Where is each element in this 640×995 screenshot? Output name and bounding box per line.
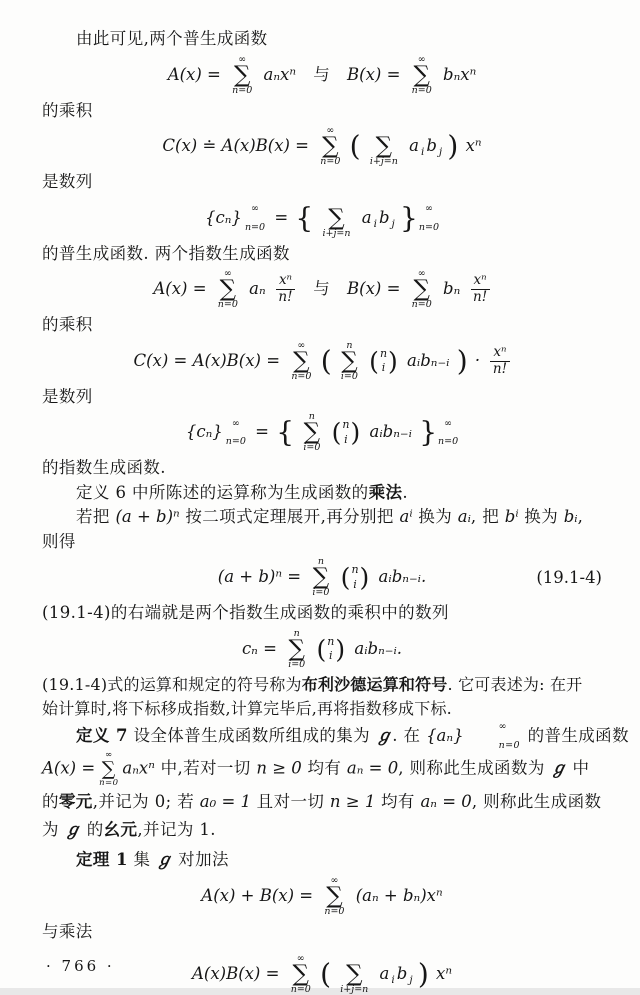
binom-right-paren: ) bbox=[335, 634, 346, 664]
center-dot: · bbox=[474, 350, 481, 370]
inner-summation bbox=[341, 341, 358, 382]
sup-sub-limits bbox=[226, 419, 246, 447]
binom-left-paren: ( bbox=[340, 563, 351, 592]
intro-text: 由此可见,两个普生成函数 bbox=[76, 29, 268, 48]
right-paren: ) bbox=[417, 957, 429, 991]
summation bbox=[412, 269, 432, 310]
math-cn-brace: {cₙ} bbox=[205, 207, 242, 227]
math-a0-eq-1: a₀ = 1 bbox=[199, 792, 252, 811]
sum-lower-limit: n=0 bbox=[217, 299, 238, 310]
page-number: · 766 · bbox=[46, 957, 115, 975]
sum-lower-limit: n=0 bbox=[290, 984, 311, 995]
binom-left-paren: ( bbox=[331, 418, 342, 447]
sub-i: i bbox=[420, 146, 425, 158]
sigma-symbol: ∑ bbox=[288, 635, 305, 662]
paragraph-ogf-two-egf bbox=[42, 242, 602, 267]
text-seg: 换为 bbox=[518, 507, 564, 526]
sum-upper-limit: n bbox=[346, 339, 353, 351]
inner-summation bbox=[370, 126, 398, 167]
script-set-symbol: ℊ bbox=[550, 758, 567, 778]
fraction-denominator: n! bbox=[492, 360, 508, 377]
text-seg: 且对一切 bbox=[251, 792, 330, 811]
binom-column bbox=[326, 635, 335, 664]
then-text: 则得 bbox=[42, 531, 76, 551]
zero-element-bold: 零元 bbox=[58, 792, 93, 811]
binom-top: n bbox=[351, 563, 359, 577]
left-brace: { bbox=[276, 415, 295, 449]
text-seg: , 把 bbox=[470, 507, 505, 526]
egf-end-text: 的指数生成函数. bbox=[42, 458, 166, 477]
binom-column bbox=[350, 563, 359, 592]
sum-upper-limit: ∞ bbox=[330, 874, 339, 886]
text-seg: 若把 bbox=[76, 507, 116, 526]
math-cn-brace: {cₙ} bbox=[185, 422, 223, 441]
sup-infinity: ∞ bbox=[251, 203, 259, 214]
def6-period: . bbox=[402, 482, 409, 502]
sub-j: j bbox=[409, 974, 413, 986]
var-a: a bbox=[361, 207, 372, 227]
binom-left-paren: ( bbox=[316, 634, 327, 664]
fraction-denominator: n! bbox=[278, 289, 293, 305]
sup-infinity: ∞ bbox=[498, 721, 507, 732]
sub-n0: n=0 bbox=[498, 739, 520, 751]
product-text: 的乘积 bbox=[42, 315, 93, 334]
binom-column bbox=[341, 418, 350, 447]
sub-i: i bbox=[373, 217, 377, 230]
sum-lower-limit: i+j=n bbox=[322, 227, 351, 239]
math-term-axn: aₙxⁿ bbox=[122, 758, 155, 778]
def7-line2 bbox=[42, 750, 602, 788]
summation bbox=[232, 55, 252, 96]
script-set-symbol: ℊ bbox=[64, 820, 82, 839]
math-an-eq-0: aₙ = 0 bbox=[346, 758, 399, 778]
def6-bold-multiplication: 乘法 bbox=[368, 482, 403, 502]
formula-ogf-pair bbox=[42, 55, 602, 96]
paragraph-then bbox=[42, 530, 602, 555]
text-seg: ,并记为 0; 若 bbox=[92, 792, 200, 811]
sum-lower-limit: n=0 bbox=[411, 84, 432, 96]
right-paren: ) bbox=[447, 129, 459, 163]
paragraph-binomial-expand bbox=[42, 505, 602, 530]
math-term-abni: aᵢbₙ₋ᵢ. bbox=[354, 638, 403, 658]
sub-j: j bbox=[438, 146, 443, 158]
sum-lower-limit: n=0 bbox=[291, 370, 312, 382]
ogf-egf-text: 的普生成函数. 两个指数生成函数 bbox=[42, 243, 290, 263]
sum-upper-limit: ∞ bbox=[223, 268, 232, 279]
math-lhs-B: B(x) = bbox=[347, 64, 401, 84]
equation-number: (19.1-4) bbox=[536, 567, 602, 587]
fraction-denominator: n! bbox=[473, 289, 488, 305]
math-lhs-sum: A(x) + B(x) = bbox=[201, 885, 314, 905]
math-term-bn: bₙ bbox=[443, 279, 461, 298]
summation bbox=[324, 876, 344, 917]
math-lhs-binom-power: (a + b)ⁿ = bbox=[217, 567, 302, 586]
var-b: b bbox=[426, 136, 437, 155]
binom-bottom: i bbox=[329, 649, 333, 662]
binom-top: n bbox=[379, 346, 388, 360]
sum-lower-limit: i=0 bbox=[303, 442, 321, 453]
math-lhs-product: A(x)B(x) = bbox=[191, 964, 280, 983]
def6-text: 定义 6 中所陈述的运算称为生成函数的 bbox=[76, 482, 369, 502]
binom-bottom: i bbox=[344, 432, 348, 446]
sum-upper-limit: ∞ bbox=[105, 750, 113, 760]
binom-right-paren: ) bbox=[359, 563, 370, 592]
summation bbox=[312, 557, 329, 598]
math-term-an: aₙ bbox=[249, 279, 266, 298]
rhs-sequence-text: (19.1-4)的右端就是两个指数生成函数的乘积中的数列 bbox=[42, 603, 449, 622]
math-lhs-A: A(x) = bbox=[153, 279, 207, 298]
binomial-coefficient bbox=[332, 418, 361, 447]
sub-i: i bbox=[391, 974, 395, 986]
text-seg: 均有 bbox=[375, 792, 421, 811]
text-seg: , 则称此生成函数 bbox=[471, 792, 602, 811]
sigma-symbol: ∑ bbox=[293, 347, 310, 374]
binomial-coefficient bbox=[316, 635, 345, 664]
paragraph-sequence bbox=[42, 170, 602, 195]
sum-upper-limit: n bbox=[293, 627, 300, 639]
binom-top: n bbox=[327, 634, 335, 648]
equals-sign: = bbox=[255, 422, 269, 441]
summation bbox=[291, 954, 311, 995]
and-multiplication-text: 与乘法 bbox=[42, 921, 93, 941]
sum-upper-limit: ∞ bbox=[326, 125, 335, 136]
text-seg: ,并记为 1. bbox=[137, 820, 216, 839]
blissard-pre: (19.1-4)式的运算和规定的符号称为 bbox=[42, 674, 302, 694]
var-b: b bbox=[378, 207, 390, 227]
binom-bottom: i bbox=[381, 361, 386, 374]
identity-element-bold: 幺元 bbox=[103, 820, 138, 839]
text-seg: 的普生成函数 bbox=[521, 725, 629, 745]
left-paren: ( bbox=[320, 344, 332, 377]
script-set-symbol: ℊ bbox=[375, 725, 393, 745]
def7-line1 bbox=[42, 721, 629, 751]
sum-upper-limit: ∞ bbox=[238, 53, 247, 65]
formula-multiplication bbox=[42, 954, 602, 995]
paragraph-sequence bbox=[42, 385, 602, 410]
math-lhs-C: C(x) = A(x)B(x) = bbox=[133, 350, 281, 370]
sum-lower-limit: n=0 bbox=[411, 299, 432, 310]
sup-infinity: ∞ bbox=[424, 203, 433, 214]
sum-lower-limit: n=0 bbox=[324, 905, 345, 917]
summation bbox=[303, 412, 320, 453]
formula-ogf-product bbox=[42, 126, 602, 167]
paragraph-theorem1 bbox=[42, 848, 602, 873]
sum-upper-limit: n bbox=[317, 556, 324, 567]
sub-n0: n=0 bbox=[438, 436, 459, 447]
blissard-bold-name: 布利沙德运算和符号 bbox=[301, 674, 448, 694]
binom-right-paren: ) bbox=[350, 418, 361, 447]
paragraph-and-multiplication bbox=[42, 920, 602, 945]
summation bbox=[288, 629, 305, 670]
sigma-symbol: ∑ bbox=[375, 133, 393, 159]
sup-sub-limits bbox=[245, 204, 265, 232]
sub-n0: n=0 bbox=[244, 221, 266, 233]
sum-upper-limit: ∞ bbox=[297, 339, 306, 351]
math-lhs-B: B(x) = bbox=[347, 279, 401, 298]
fraction-numerator: xⁿ bbox=[471, 273, 490, 290]
text-seg: 对加法 bbox=[172, 850, 229, 869]
sigma-symbol: ∑ bbox=[303, 419, 321, 445]
math-lhs-A: A(x) = bbox=[42, 758, 96, 778]
summation bbox=[322, 198, 350, 239]
fraction-xn-nfact bbox=[276, 273, 295, 305]
formula-egf-pair bbox=[42, 269, 602, 310]
binom-top: n bbox=[342, 418, 350, 432]
paragraph-def6 bbox=[42, 481, 602, 506]
paragraph-blissard-line1 bbox=[42, 673, 602, 698]
text-seg: 中 bbox=[566, 758, 590, 778]
sigma-symbol: ∑ bbox=[219, 276, 237, 302]
sup-sub-limits bbox=[438, 419, 458, 447]
sub-j: j bbox=[391, 217, 395, 230]
formula-19-1-4 bbox=[42, 557, 602, 598]
math-term-abni: aᵢbₙ₋ᵢ bbox=[407, 350, 450, 370]
math-n-ge-0: n ≥ 0 bbox=[256, 758, 302, 778]
product-text: 的乘积 bbox=[42, 100, 93, 120]
paragraph-product bbox=[42, 99, 602, 124]
def7-line3 bbox=[42, 788, 602, 816]
formula-egf-product bbox=[42, 341, 602, 382]
binomial-coefficient bbox=[341, 563, 370, 592]
text-seg: , 则称此生成函数为 bbox=[398, 758, 551, 778]
text-seg: , bbox=[577, 507, 584, 526]
fraction-numerator: xⁿ bbox=[276, 273, 295, 290]
fraction-numerator: xⁿ bbox=[490, 345, 509, 362]
math-a-plus-b-n: (a + b)ⁿ bbox=[115, 507, 180, 526]
sigma-symbol: ∑ bbox=[413, 61, 430, 88]
math-a-sup-i: aⁱ bbox=[399, 507, 413, 526]
left-brace: { bbox=[295, 201, 314, 234]
sigma-symbol: ∑ bbox=[101, 758, 116, 780]
text-seg: 换为 bbox=[412, 507, 458, 526]
inline-summation bbox=[99, 750, 118, 788]
sigma-symbol: ∑ bbox=[326, 882, 343, 909]
sum-lower-limit: i=0 bbox=[312, 587, 330, 598]
formula-addition bbox=[42, 876, 602, 917]
right-brace: } bbox=[400, 201, 418, 234]
sum-lower-limit: n=0 bbox=[232, 84, 253, 96]
binom-bottom: i bbox=[353, 577, 357, 591]
math-lhs-cn: cₙ = bbox=[241, 638, 277, 658]
sigma-symbol: ∑ bbox=[312, 564, 330, 590]
sub-n0: n=0 bbox=[418, 221, 439, 233]
sequence-text: 是数列 bbox=[42, 386, 93, 406]
right-paren: ) bbox=[456, 344, 468, 377]
sigma-symbol: ∑ bbox=[341, 347, 358, 374]
sum-upper-limit: ∞ bbox=[296, 953, 305, 964]
math-term-xn: xⁿ bbox=[465, 136, 482, 155]
text-seg: 设全体普生成函数所组成的集为 bbox=[127, 725, 376, 745]
sup-sub-limits bbox=[419, 204, 439, 232]
def7-label: 定义 7 bbox=[76, 725, 128, 745]
math-an-brace: {aₙ} bbox=[426, 725, 464, 745]
math-a-sub-i: aᵢ bbox=[457, 507, 471, 526]
conjunction-and: 与 bbox=[313, 64, 330, 84]
inner-summation bbox=[340, 954, 368, 995]
sigma-symbol: ∑ bbox=[413, 276, 430, 302]
formula-ogf-sequence bbox=[42, 198, 602, 239]
math-b-sub-i: bᵢ bbox=[563, 507, 578, 526]
paragraph-rhs-sequence bbox=[42, 601, 602, 626]
theorem1-label: 定理 1 bbox=[76, 850, 128, 869]
text-seg: . 在 bbox=[392, 725, 427, 745]
paragraph-egf-end bbox=[42, 456, 602, 481]
sub-n0: n=0 bbox=[225, 436, 246, 447]
summation bbox=[291, 341, 311, 382]
script-set-symbol: ℊ bbox=[156, 850, 173, 869]
sigma-symbol: ∑ bbox=[346, 961, 363, 987]
math-lhs-C: C(x) ≐ A(x)B(x) = bbox=[162, 136, 310, 155]
var-b: b bbox=[396, 964, 408, 983]
sequence-text: 是数列 bbox=[42, 172, 93, 191]
math-term-xn: xⁿ bbox=[436, 964, 453, 983]
sigma-symbol: ∑ bbox=[322, 133, 339, 159]
equals-sign: = bbox=[274, 207, 289, 227]
summation bbox=[320, 126, 340, 167]
text-seg: 均有 bbox=[301, 758, 347, 778]
sum-upper-limit: ∞ bbox=[417, 268, 426, 279]
math-term-abni: aᵢbₙ₋ᵢ bbox=[369, 422, 412, 441]
fraction-xn-nfact bbox=[471, 273, 490, 305]
left-paren: ( bbox=[349, 129, 361, 163]
binomial-coefficient bbox=[369, 347, 398, 376]
binom-column bbox=[379, 347, 388, 376]
binom-left-paren: ( bbox=[369, 346, 379, 376]
sum-lower-limit: n=0 bbox=[320, 156, 341, 167]
sup-infinity: ∞ bbox=[231, 417, 240, 429]
sup-sub-limits bbox=[465, 722, 520, 750]
formula-cn bbox=[42, 629, 602, 670]
blissard-mid: . 它可表述为: 在开 bbox=[447, 674, 583, 694]
sum-upper-limit: n bbox=[308, 411, 315, 422]
text-seg: 的 bbox=[81, 820, 104, 839]
sup-infinity: ∞ bbox=[444, 417, 453, 429]
sigma-symbol: ∑ bbox=[233, 61, 251, 88]
paragraph-product bbox=[42, 313, 602, 338]
math-n-ge-1: n ≥ 1 bbox=[329, 792, 376, 811]
conjunction-and: 与 bbox=[313, 279, 330, 298]
def7-line4 bbox=[42, 816, 602, 844]
sigma-symbol: ∑ bbox=[292, 961, 309, 987]
text-seg: 中,若对一切 bbox=[154, 758, 257, 778]
sum-lower-limit: i+j=n bbox=[369, 156, 398, 167]
fraction-xn-nfact bbox=[490, 345, 509, 377]
sum-lower-limit: i=0 bbox=[340, 370, 358, 382]
summation bbox=[412, 55, 432, 96]
text-seg: 按二项式定理展开,再分别把 bbox=[179, 507, 400, 526]
binom-right-paren: ) bbox=[388, 346, 398, 376]
math-term-axn: aₙxⁿ bbox=[263, 64, 297, 84]
sum-upper-limit: ∞ bbox=[417, 53, 426, 65]
text-seg: 集 bbox=[127, 850, 157, 869]
sum-lower-limit: n=0 bbox=[99, 778, 119, 788]
math-an-eq-0: aₙ = 0 bbox=[420, 792, 472, 811]
text-seg: 为 bbox=[42, 820, 65, 839]
math-term-an-plus-bn: (aₙ + bₙ)xⁿ bbox=[355, 885, 443, 905]
right-brace: } bbox=[419, 415, 438, 449]
paragraph-intro bbox=[42, 27, 602, 52]
blissard-line2: 始计算时,将下标移成指数,计算完毕后,再将指数移成下标. bbox=[42, 699, 452, 718]
formula-egf-sequence bbox=[42, 412, 602, 453]
summation bbox=[218, 269, 238, 310]
math-lhs-A: A(x) = bbox=[167, 64, 221, 84]
math-b-sup-i: bⁱ bbox=[504, 507, 519, 526]
math-term-abni: aᵢbₙ₋ᵢ. bbox=[378, 567, 427, 586]
math-term-bxn: bₙxⁿ bbox=[443, 64, 477, 84]
left-paren: ( bbox=[320, 957, 332, 991]
sum-lower-limit: i=0 bbox=[288, 658, 306, 670]
var-a: a bbox=[379, 964, 390, 983]
sigma-symbol: ∑ bbox=[328, 204, 345, 231]
var-a: a bbox=[409, 136, 419, 155]
text-seg: 的 bbox=[42, 792, 59, 811]
paragraph-blissard-line2 bbox=[42, 697, 602, 722]
sum-lower-limit: i+j=n bbox=[340, 984, 369, 995]
